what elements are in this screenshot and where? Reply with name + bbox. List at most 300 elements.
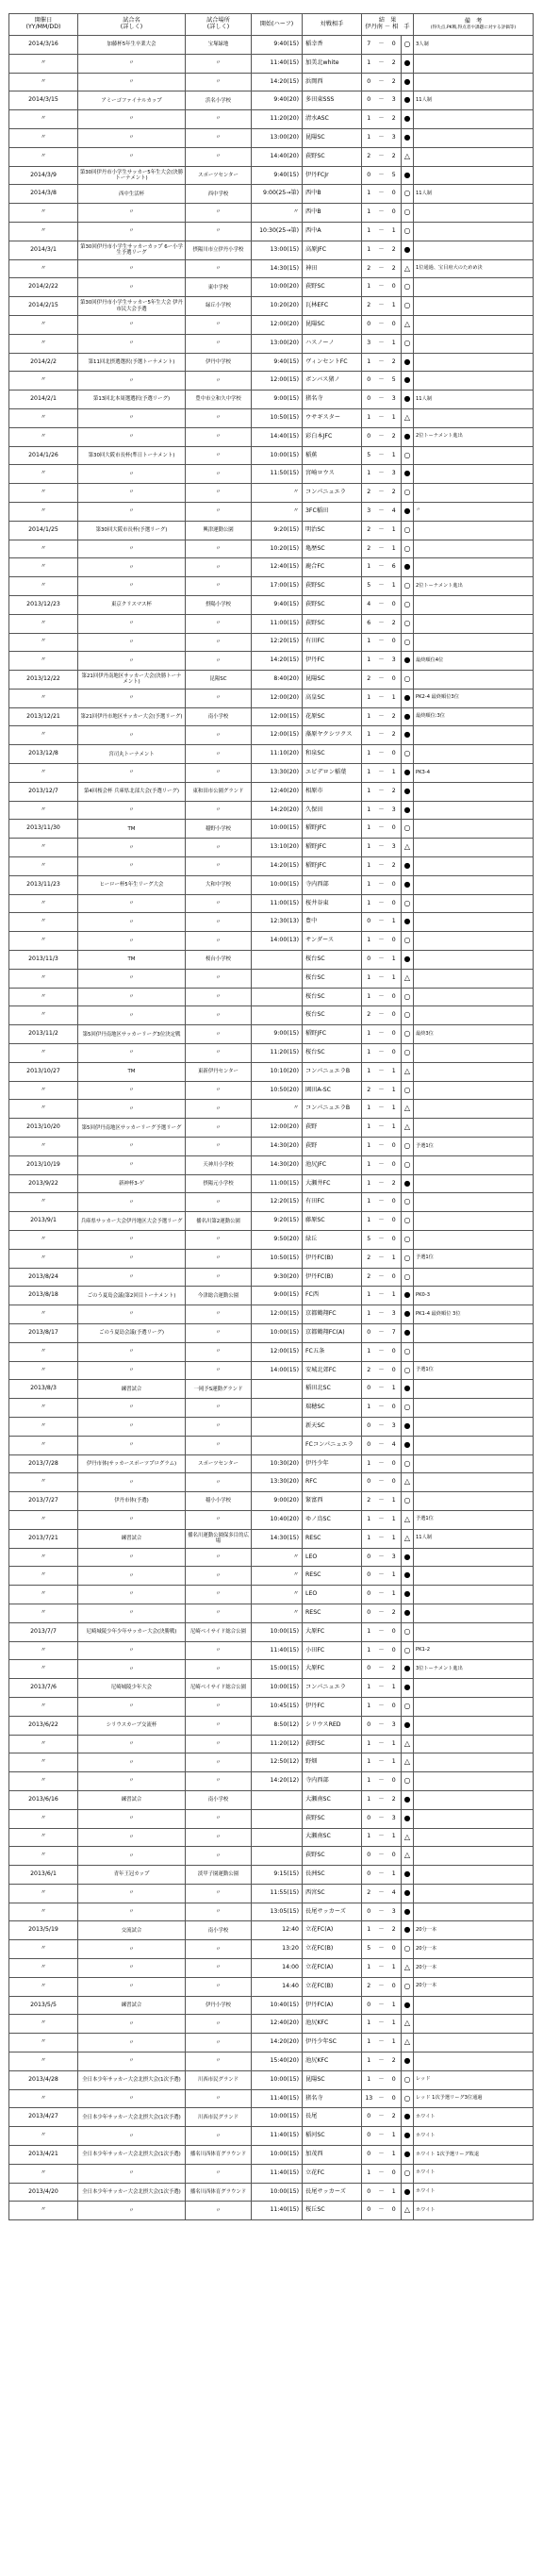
cell-opponent: 長尾サッカーズ xyxy=(303,2183,362,2202)
cell-result-mark: ○ xyxy=(402,1454,414,1473)
table-row xyxy=(9,1492,534,1511)
cell-venue: 昆陽SC xyxy=(186,671,252,690)
cell-result-mark: ● xyxy=(402,73,414,91)
table-row xyxy=(9,259,534,278)
cell-opponent-score: 4 xyxy=(387,1436,402,1454)
cell-result-mark: ○ xyxy=(402,297,414,316)
cell-date: 〃 xyxy=(9,1417,78,1436)
cell-opponent: 立花FC(B) xyxy=(303,1940,362,1959)
cell-own-score: 1 xyxy=(362,1959,376,1978)
cell-notes: 11人制 xyxy=(414,391,534,409)
cell-score-dash: － xyxy=(376,839,387,857)
cell-venue: 〃 xyxy=(186,558,252,577)
cell-result-mark: ● xyxy=(402,1884,414,1903)
cell-tournament: 〃 xyxy=(78,801,186,820)
cell-opponent-score: 2 xyxy=(387,241,402,259)
table-row xyxy=(9,614,534,633)
cell-opponent: エビデロン稲葉 xyxy=(303,764,362,783)
cell-date: 〃 xyxy=(9,988,78,1006)
cell-notes: 20分一本 xyxy=(414,1977,534,1996)
cell-date: 〃 xyxy=(9,1735,78,1753)
cell-tournament: 〃 xyxy=(78,1044,186,1063)
cell-opponent-score: 1 xyxy=(387,297,402,316)
table-row xyxy=(9,1977,534,1996)
cell-opponent-score: 1 xyxy=(387,951,402,970)
cell-venue: 〃 xyxy=(186,689,252,707)
cell-score-dash: － xyxy=(376,1772,387,1791)
cell-score-dash: － xyxy=(376,484,387,503)
cell-date: 2013/8/3 xyxy=(9,1380,78,1399)
cell-result-mark: ● xyxy=(402,689,414,707)
cell-opponent: 桜台SC xyxy=(303,969,362,988)
table-row xyxy=(9,278,534,297)
cell-venue: 天神川小学校 xyxy=(186,1155,252,1174)
cell-venue: 〃 xyxy=(186,1006,252,1025)
cell-venue: 〃 xyxy=(186,54,252,73)
cell-time: 14:40(15) xyxy=(252,427,303,446)
cell-result-mark: ● xyxy=(402,2183,414,2202)
cell-notes xyxy=(414,839,534,857)
cell-time xyxy=(252,1399,303,1418)
cell-tournament: 〃 xyxy=(78,2127,186,2146)
cell-opponent-score: 0 xyxy=(387,1473,402,1492)
cell-score-dash: － xyxy=(376,222,387,241)
table-row xyxy=(9,2052,534,2071)
cell-own-score: 1 xyxy=(362,764,376,783)
cell-tournament: 尼崎城陵少年大会 xyxy=(78,1679,186,1698)
cell-result-mark: ○ xyxy=(402,185,414,204)
cell-time: 10:20(20) xyxy=(252,297,303,316)
cell-opponent: 大原FC xyxy=(303,1660,362,1679)
cell-notes xyxy=(414,745,534,764)
cell-tournament: シリウスカーブ交流杯 xyxy=(78,1716,186,1735)
table-row xyxy=(9,1342,534,1361)
cell-opponent-score: 3 xyxy=(387,128,402,147)
table-row xyxy=(9,764,534,783)
cell-notes xyxy=(414,1119,534,1138)
cell-notes xyxy=(414,932,534,951)
cell-result-mark: △ xyxy=(402,2015,414,2034)
cell-date: 〃 xyxy=(9,1959,78,1978)
table-row xyxy=(9,2089,534,2108)
cell-notes xyxy=(414,857,534,876)
cell-time: 10:00(15) xyxy=(252,1323,303,1342)
cell-venue: 〃 xyxy=(186,1249,252,1268)
cell-time: 9:40(15) xyxy=(252,353,303,372)
header-time: 開始(ハーフ) xyxy=(252,14,303,36)
cell-time: 11:50(15) xyxy=(252,465,303,484)
cell-score-dash: － xyxy=(376,465,387,484)
cell-opponent: 長尾サッカーズ xyxy=(303,1903,362,1921)
cell-opponent-score: 0 xyxy=(387,1847,402,1866)
cell-date: 2013/9/1 xyxy=(9,1212,78,1231)
cell-own-score: 1 xyxy=(362,1193,376,1212)
table-row xyxy=(9,595,534,614)
cell-time: 14:20(20) xyxy=(252,2034,303,2052)
cell-notes xyxy=(414,1548,534,1567)
table-row xyxy=(9,1287,534,1305)
cell-own-score: 1 xyxy=(362,1510,376,1529)
cell-opponent-score: 2 xyxy=(387,1604,402,1622)
cell-time: 11:20(20) xyxy=(252,110,303,129)
cell-score-dash: － xyxy=(376,1305,387,1324)
cell-venue: 〃 xyxy=(186,1138,252,1156)
cell-date: 2013/7/6 xyxy=(9,1679,78,1698)
cell-opponent-score: 0 xyxy=(387,1641,402,1660)
cell-notes xyxy=(414,1081,534,1100)
cell-score-dash: － xyxy=(376,969,387,988)
cell-venue: 〃 xyxy=(186,1753,252,1772)
cell-date: 〃 xyxy=(9,1548,78,1567)
cell-own-score: 1 xyxy=(362,1697,376,1716)
cell-time: 10:00(15) xyxy=(252,1622,303,1641)
cell-opponent-score: 0 xyxy=(387,2202,402,2220)
cell-own-score: 0 xyxy=(362,1903,376,1921)
cell-time: 9:00(15) xyxy=(252,391,303,409)
cell-venue: 播名川第2運動公園 xyxy=(186,1212,252,1231)
cell-opponent-score: 0 xyxy=(387,1940,402,1959)
cell-time: 10:30(20) xyxy=(252,1454,303,1473)
cell-opponent: 稲蕉 xyxy=(303,446,362,465)
cell-result-mark: △ xyxy=(402,1062,414,1081)
cell-result-mark: ○ xyxy=(402,1977,414,1996)
cell-score-dash: － xyxy=(376,1361,387,1380)
cell-time: 9:00(15) xyxy=(252,1287,303,1305)
cell-date: 〃 xyxy=(9,857,78,876)
cell-date: 〃 xyxy=(9,633,78,652)
cell-tournament: 〃 xyxy=(78,1249,186,1268)
table-row xyxy=(9,372,534,391)
cell-date: 2013/7/7 xyxy=(9,1622,78,1641)
cell-date: 〃 xyxy=(9,222,78,241)
cell-score-dash: － xyxy=(376,54,387,73)
cell-date: 2013/7/27 xyxy=(9,1492,78,1511)
cell-opponent-score: 5 xyxy=(387,372,402,391)
cell-own-score: 1 xyxy=(362,707,376,726)
cell-time: 8:40(20) xyxy=(252,671,303,690)
cell-tournament: 第4回桜会杯 兵庫県北部大会(予選リーグ) xyxy=(78,782,186,801)
cell-opponent: 大瀬井FC xyxy=(303,1174,362,1193)
cell-score-dash: － xyxy=(376,1847,387,1866)
cell-venue: 摂陽元小学校 xyxy=(186,1174,252,1193)
cell-opponent: 昆陽SC xyxy=(303,671,362,690)
cell-score-dash: － xyxy=(376,540,387,558)
cell-opponent: 伊丹FCJr xyxy=(303,166,362,185)
cell-notes xyxy=(414,913,534,932)
cell-venue: 〃 xyxy=(186,1268,252,1287)
cell-score-dash: － xyxy=(376,932,387,951)
cell-venue: 〃 xyxy=(186,540,252,558)
cell-opponent: 野畑 xyxy=(303,1753,362,1772)
cell-opponent-score: 7 xyxy=(387,1323,402,1342)
cell-time: 9:00(20) xyxy=(252,1492,303,1511)
table-row xyxy=(9,1866,534,1885)
table-row xyxy=(9,2108,534,2127)
cell-own-score: 1 xyxy=(362,633,376,652)
cell-venue: 〃 xyxy=(186,1660,252,1679)
cell-opponent-score: 1 xyxy=(387,2183,402,2202)
cell-venue: 東中学校 xyxy=(186,278,252,297)
cell-opponent-score: 0 xyxy=(387,1361,402,1380)
cell-opponent-score: 2 xyxy=(387,2108,402,2127)
cell-score-dash: － xyxy=(376,1586,387,1604)
cell-score-dash: － xyxy=(376,1866,387,1885)
cell-opponent-score: 1 xyxy=(387,446,402,465)
cell-score-dash: － xyxy=(376,1996,387,2015)
cell-opponent: 大原FC xyxy=(303,1622,362,1641)
cell-score-dash: － xyxy=(376,1323,387,1342)
cell-time: 9:40(20) xyxy=(252,91,303,110)
cell-tournament: 〃 xyxy=(78,1100,186,1119)
cell-result-mark: ● xyxy=(402,2108,414,2127)
cell-own-score: 1 xyxy=(362,1622,376,1641)
cell-time: 10:00(15) xyxy=(252,2070,303,2089)
cell-date: 〃 xyxy=(9,334,78,353)
cell-score-dash: － xyxy=(376,1249,387,1268)
table-row xyxy=(9,671,534,690)
cell-tournament: 〃 xyxy=(78,222,186,241)
cell-opponent-score: 0 xyxy=(387,1044,402,1063)
cell-score-dash: － xyxy=(376,73,387,91)
cell-tournament: 〃 xyxy=(78,614,186,633)
cell-date: 〃 xyxy=(9,1753,78,1772)
cell-time: 11:00(15) xyxy=(252,894,303,913)
cell-own-score: 7 xyxy=(362,36,376,55)
cell-opponent: 有田FC xyxy=(303,633,362,652)
cell-opponent: 藻原ヤクシツクス xyxy=(303,726,362,745)
cell-own-score: 1 xyxy=(362,2034,376,2052)
cell-result-mark: ● xyxy=(402,166,414,185)
cell-opponent: 大瀬南SC xyxy=(303,1828,362,1847)
cell-own-score: 0 xyxy=(362,1380,376,1399)
cell-time: 〃 xyxy=(252,1100,303,1119)
cell-own-score: 0 xyxy=(362,951,376,970)
cell-time: 11:20(15) xyxy=(252,1044,303,1063)
cell-notes xyxy=(414,222,534,241)
cell-own-score: 5 xyxy=(362,577,376,596)
table-row xyxy=(9,1323,534,1342)
cell-notes xyxy=(414,1903,534,1921)
cell-opponent: ウサギスター xyxy=(303,408,362,427)
cell-opponent-score: 1 xyxy=(387,1100,402,1119)
cell-own-score: 0 xyxy=(362,1586,376,1604)
cell-time: 9:20(15) xyxy=(252,1212,303,1231)
cell-time: 14:30(15) xyxy=(252,1529,303,1548)
cell-opponent: ハスノーノ xyxy=(303,334,362,353)
cell-time: 9:00(25→第) xyxy=(252,185,303,204)
cell-result-mark: △ xyxy=(402,1529,414,1548)
cell-venue: 尼崎ベイサイド総合公園 xyxy=(186,1679,252,1698)
cell-tournament: 〃 xyxy=(78,1641,186,1660)
cell-result-mark: △ xyxy=(402,408,414,427)
cell-tournament: 伊丹市体(予選) xyxy=(78,1492,186,1511)
cell-score-dash: － xyxy=(376,1753,387,1772)
cell-venue: 〃 xyxy=(186,147,252,166)
cell-opponent: 京都鶴翔FC(A) xyxy=(303,1323,362,1342)
cell-opponent: 荻野SC xyxy=(303,278,362,297)
cell-score-dash: － xyxy=(376,128,387,147)
cell-score-dash: － xyxy=(376,1604,387,1622)
cell-tournament: 〃 xyxy=(78,1903,186,1921)
cell-result-mark: ● xyxy=(402,502,414,521)
cell-result-mark: ● xyxy=(402,1996,414,2015)
cell-opponent-score: 1 xyxy=(387,1510,402,1529)
cell-venue: 〃 xyxy=(186,408,252,427)
table-row xyxy=(9,1809,534,1828)
table-row xyxy=(9,185,534,204)
cell-time xyxy=(252,1380,303,1399)
cell-opponent: 長洲SC xyxy=(303,1866,362,1885)
cell-opponent-score: 0 xyxy=(387,1342,402,1361)
cell-result-mark: ○ xyxy=(402,1249,414,1268)
cell-date: 〃 xyxy=(9,2089,78,2108)
table-row xyxy=(9,222,534,241)
table-row xyxy=(9,1006,534,1025)
table-row xyxy=(9,1679,534,1698)
cell-result-mark: ● xyxy=(402,801,414,820)
cell-notes xyxy=(414,633,534,652)
cell-venue: 〃 xyxy=(186,726,252,745)
cell-notes xyxy=(414,1790,534,1809)
cell-tournament: 〃 xyxy=(78,2202,186,2220)
cell-venue: 豊中市立和久中学校 xyxy=(186,391,252,409)
cell-time: 12:00(20) xyxy=(252,689,303,707)
cell-score-dash: － xyxy=(376,1492,387,1511)
cell-tournament: 〃 xyxy=(78,894,186,913)
cell-date: 2013/4/21 xyxy=(9,2146,78,2165)
cell-tournament: 〃 xyxy=(78,540,186,558)
cell-result-mark: ○ xyxy=(402,1361,414,1380)
cell-venue: 〃 xyxy=(186,427,252,446)
cell-time: 9:30(20) xyxy=(252,1268,303,1287)
cell-result-mark: ● xyxy=(402,1809,414,1828)
cell-notes: 20分一本 xyxy=(414,1959,534,1978)
cell-notes xyxy=(414,465,534,484)
cell-result-mark: △ xyxy=(402,2202,414,2220)
cell-score-dash: － xyxy=(376,558,387,577)
cell-own-score: 2 xyxy=(362,1268,376,1287)
cell-opponent-score: 2 xyxy=(387,707,402,726)
cell-own-score: 0 xyxy=(362,1604,376,1622)
cell-date: 〃 xyxy=(9,259,78,278)
cell-opponent-score: 0 xyxy=(387,1622,402,1641)
cell-opponent: 有田FC xyxy=(303,1193,362,1212)
cell-notes xyxy=(414,353,534,372)
cell-own-score: 2 xyxy=(362,147,376,166)
cell-score-dash: － xyxy=(376,1081,387,1100)
cell-date: 〃 xyxy=(9,2034,78,2052)
cell-opponent: 亀歴SC xyxy=(303,540,362,558)
cell-notes: 3人制 xyxy=(414,36,534,55)
cell-time: 14:20(15) xyxy=(252,73,303,91)
cell-opponent-score: 0 xyxy=(387,1212,402,1231)
cell-opponent-score: 2 xyxy=(387,1174,402,1193)
cell-tournament: 〃 xyxy=(78,334,186,353)
cell-tournament: 全日本少年サッカー大会北摂大会(1次予選) xyxy=(78,2070,186,2089)
cell-opponent-score: 1 xyxy=(387,1249,402,1268)
cell-opponent: RFC xyxy=(303,1473,362,1492)
cell-time: 10:00(15) xyxy=(252,2108,303,2127)
cell-date: 〃 xyxy=(9,801,78,820)
cell-date: 〃 xyxy=(9,1828,78,1847)
cell-opponent: 小田FC xyxy=(303,1641,362,1660)
cell-notes xyxy=(414,951,534,970)
cell-date: 〃 xyxy=(9,2127,78,2146)
table-row xyxy=(9,633,534,652)
cell-score-dash: － xyxy=(376,1436,387,1454)
cell-opponent-score: 3 xyxy=(387,91,402,110)
table-row xyxy=(9,1828,534,1847)
cell-own-score: 0 xyxy=(362,2146,376,2165)
cell-opponent: 3FC稲田 xyxy=(303,502,362,521)
cell-date: 2014/1/25 xyxy=(9,521,78,540)
cell-own-score: 1 xyxy=(362,204,376,223)
cell-opponent-score: 2 xyxy=(387,1790,402,1809)
cell-result-mark: △ xyxy=(402,839,414,857)
table-row xyxy=(9,577,534,596)
cell-own-score: 2 xyxy=(362,1081,376,1100)
cell-venue: 〃 xyxy=(186,1473,252,1492)
cell-result-mark: ○ xyxy=(402,1342,414,1361)
cell-result-mark: ○ xyxy=(402,222,414,241)
cell-opponent-score: 0 xyxy=(387,988,402,1006)
table-row xyxy=(9,1212,534,1231)
cell-tournament: ごのう夏島会議(予選リーグ) xyxy=(78,1323,186,1342)
cell-venue: 〃 xyxy=(186,1417,252,1436)
cell-result-mark: ○ xyxy=(402,1772,414,1791)
cell-time xyxy=(252,1006,303,1025)
cell-opponent: 緊富西 xyxy=(303,1492,362,1511)
cell-venue: 〃 xyxy=(186,2164,252,2183)
cell-notes: ホワイト 1次予選リーグ敗退 xyxy=(414,2146,534,2165)
cell-score-dash: － xyxy=(376,988,387,1006)
cell-date: 〃 xyxy=(9,1940,78,1959)
cell-opponent: 桜丘SC xyxy=(303,2202,362,2220)
table-row xyxy=(9,1641,534,1660)
cell-notes xyxy=(414,1697,534,1716)
cell-result-mark: ○ xyxy=(402,2089,414,2108)
cell-time: 15:40(20) xyxy=(252,2052,303,2071)
table-row xyxy=(9,1716,534,1735)
cell-time: 13:10(20) xyxy=(252,839,303,857)
cell-opponent: 伊丹FC xyxy=(303,1697,362,1716)
cell-result-mark: △ xyxy=(402,1753,414,1772)
cell-opponent-score: 0 xyxy=(387,1006,402,1025)
table-row xyxy=(9,1454,534,1473)
cell-date: 2013/4/20 xyxy=(9,2183,78,2202)
cell-result-mark: ● xyxy=(402,110,414,129)
cell-date: 〃 xyxy=(9,1809,78,1828)
cell-own-score: 0 xyxy=(362,73,376,91)
cell-own-score: 1 xyxy=(362,1287,376,1305)
cell-venue: 〃 xyxy=(186,1436,252,1454)
cell-venue: 〃 xyxy=(186,110,252,129)
cell-opponent-score: 2 xyxy=(387,2052,402,2071)
cell-notes xyxy=(414,1567,534,1586)
cell-own-score: 0 xyxy=(362,1847,376,1866)
cell-opponent-score: 4 xyxy=(387,502,402,521)
cell-result-mark: ○ xyxy=(402,633,414,652)
table-row xyxy=(9,745,534,764)
cell-opponent: 伊丹FC(B) xyxy=(303,1249,362,1268)
cell-score-dash: － xyxy=(376,1790,387,1809)
table-row xyxy=(9,1940,534,1959)
cell-result-mark: ○ xyxy=(402,820,414,839)
cell-opponent-score: 2 xyxy=(387,857,402,876)
cell-time: 11:40(15) xyxy=(252,2089,303,2108)
cell-opponent-score: 1 xyxy=(387,521,402,540)
cell-result-mark: ● xyxy=(402,726,414,745)
